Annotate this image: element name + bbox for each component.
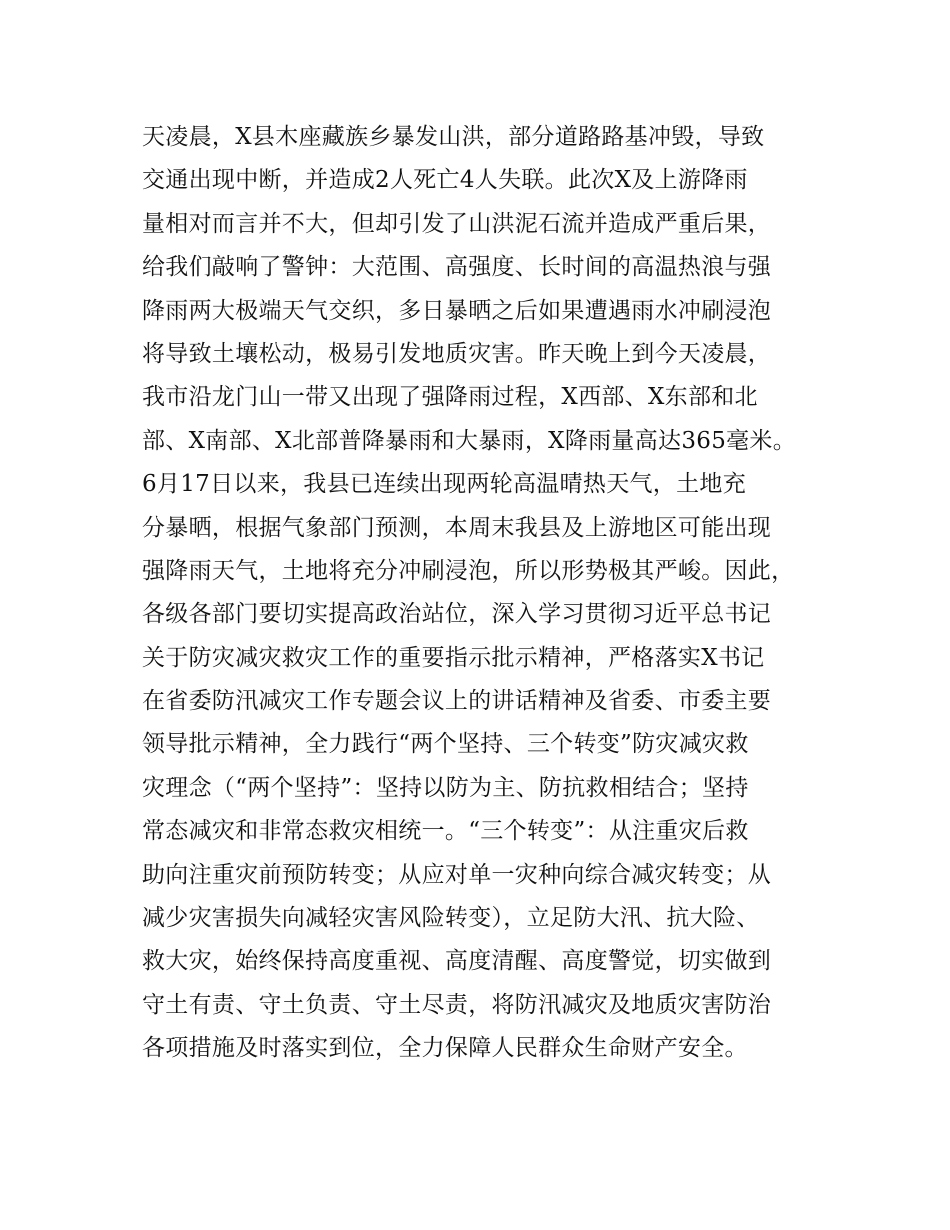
- text-line: 守土有责、守土负责、守土尽责，将防汛减灾及地质灾害防治: [142, 991, 772, 1018]
- text-line: 各项措施及时落实到位，全力保障人民群众生命财产安全。: [142, 1035, 748, 1062]
- text-line: 助向注重灾前预防转变；从应对单一灾种向综合减灾转变；从: [142, 861, 772, 888]
- text-line: 我市沿龙门山一带又出现了强降雨过程，X西部、X东部和北: [142, 384, 758, 411]
- text-line: 常态减灾和非常态救灾相统一。“三个转变”：从注重灾后救: [142, 818, 749, 845]
- text-line: 量相对而言并不大，但却引发了山洪泥石流并造成严重后果，: [142, 210, 772, 237]
- text-line: 交通出现中断，并造成2人死亡4人失联。此次X及上游降雨: [142, 167, 748, 194]
- text-line: 减少灾害损失向减轻灾害风险转变），立足防大汛、抗大险、: [142, 905, 760, 932]
- text-line: 强降雨天气，土地将充分冲刷浸泡，所以形势极其严峻。因此，: [142, 557, 795, 584]
- text-line: 救大灾，始终保持高度重视、高度清醒、高度警觉，切实做到: [142, 948, 772, 975]
- text-line: 给我们敲响了警钟：大范围、高强度、长时间的高温热浪与强: [142, 254, 772, 281]
- text-line: 灾理念（“两个坚持”：坚持以防为主、防抗救相结合；坚持: [142, 774, 749, 801]
- text-line: 降雨两大极端天气交织，多日暴晒之后如果遭遇雨水冲刷浸泡: [142, 297, 772, 324]
- text-line: 6月17日以来，我县已连续出现两轮高温晴热天气，土地充: [142, 471, 746, 498]
- body-paragraph: [142, 116, 832, 1071]
- text-line: 各级各部门要切实提高政治站位，深入学习贯彻习近平总书记: [142, 601, 772, 628]
- text-line: 将导致土壤松动，极易引发地质灾害。昨天晚上到今天凌晨，: [142, 340, 772, 367]
- text-line: 在省委防汛减灾工作专题会议上的讲话精神及省委、市委主要: [142, 688, 772, 715]
- text-line: 部、X南部、X北部普降暴雨和大暴雨，X降雨量高达365毫米。: [142, 427, 797, 454]
- text-line: 领导批示精神，全力践行“两个坚持、三个转变”防灾减灾救: [142, 731, 749, 758]
- text-line: 天凌晨，X县木座藏族乡暴发山洪，部分道路路基冲毁，导致: [142, 124, 765, 150]
- text-line: 关于防灾减灾救灾工作的重要指示批示精神，严格落实X书记: [142, 644, 765, 671]
- text-line: 分暴晒，根据气象部门预测，本周末我县及上游地区可能出现: [142, 514, 772, 541]
